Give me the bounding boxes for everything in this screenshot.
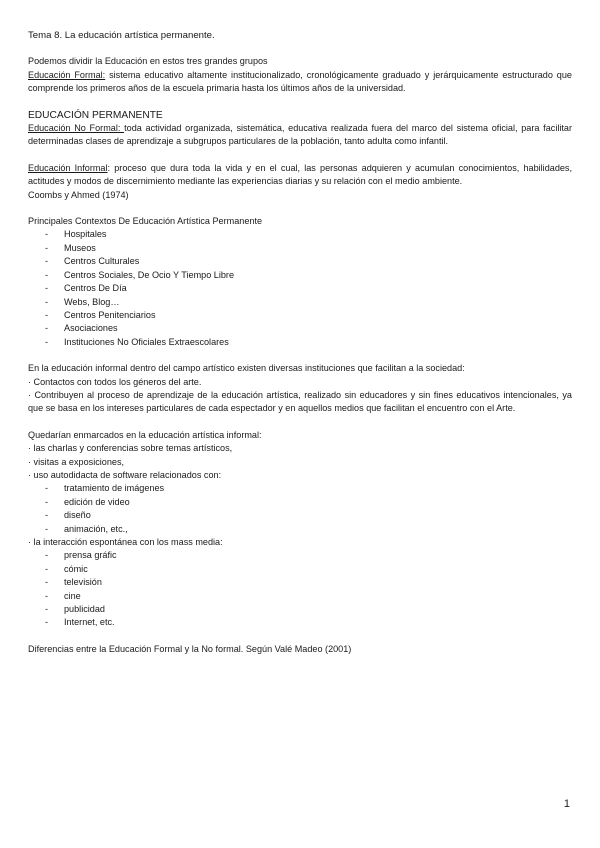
no-formal-text: toda actividad organizada, sistemática, educativa realizada fuera del marco del sistema oficial, para facilitar determinadas clases de aprendizaje a subgrupos particulares de la población, tanto adulta como infantil. [28, 123, 572, 147]
framed-intro: Quedarían enmarcados en la educación artística informal: [28, 429, 262, 440]
list-item: - televisión [45, 577, 102, 588]
formal-text: sistema educativo altamente institucionalizado, cronológicamente graduado y jerárquicamente estructurado que comprende los primeros años de la escuela primaria hasta los últimos años de la universidad. [28, 69, 572, 94]
informal-field-point: · Contribuyen al proceso de aprendizaje de la educación artística, realizado sin educadores y sin fines educativos intencionales, ya que se basa en los intereses particulares de cada espectador y en aquellos medios que facilitan el encuentro con el Arte. [28, 389, 572, 414]
list-item: - Hospitales [45, 229, 107, 240]
informal-text: : proceso que dura toda la vida y en el cual, las personas adquieren y acumulan conocimientos, habilidades, actitudes y modos de discernimiento mediante las experiencias diarias y su relación con el medio ambiente. [28, 162, 573, 187]
informal-field-point: · Contactos con todos los géneros del arte. [28, 376, 202, 387]
list-item: - prensa gráfic [45, 550, 117, 561]
no-formal-paragraph [28, 122, 572, 149]
list-item: - Asociaciones [45, 323, 118, 334]
list-item: - Instituciones No Oficiales Extraescolares [45, 336, 229, 347]
list-item: - Internet, etc. [45, 617, 115, 628]
framed-line: · uso autodidacta de software relacionados con: [28, 469, 222, 480]
page-title: Tema 8. La educación artística permanente. [28, 30, 215, 41]
list-item: - Centros Sociales, De Ocio Y Tiempo Libre [45, 269, 235, 280]
permanent-heading: EDUCACIÓN PERMANENTE [28, 109, 163, 121]
list-item: - Museos [45, 242, 96, 253]
formal-paragraph [28, 69, 572, 96]
list-item: - cine [45, 590, 81, 601]
media-list [28, 549, 572, 629]
informal-citation: Coombs y Ahmed (1974) [28, 189, 129, 200]
informal-label: Educación Informal [28, 162, 108, 173]
no-formal-label: Educación No Formal: [28, 123, 125, 134]
software-list [28, 482, 572, 536]
intro-paragraph: Podemos dividir la Educación en estos tres grandes grupos [28, 56, 268, 67]
list-item: - Centros De Día [45, 283, 127, 294]
list-item: - edición de video [45, 496, 130, 507]
list-item: - publicidad [45, 604, 105, 615]
page-number: 1 [563, 798, 570, 810]
page-content [28, 29, 572, 656]
list-item: - animación, etc., [45, 523, 128, 534]
differences-heading: Diferencias entre la Educación Formal y la No formal. Según Valé Madeo (2001) [28, 643, 352, 654]
framed-line: · las charlas y conferencias sobre temas artísticos, [28, 443, 233, 454]
framed-line: · visitas a exposiciones, [28, 456, 125, 467]
list-item: - tratamiento de imágenes [45, 483, 165, 494]
informal-field-intro: En la educación informal dentro del campo artístico existen diversas instituciones que facilitan a la sociedad: [28, 363, 465, 374]
informal-paragraph [28, 162, 572, 189]
contexts-list [28, 228, 572, 349]
list-item: - diseño [45, 510, 91, 521]
formal-label: Educación Formal: [28, 69, 106, 80]
contexts-heading: Principales Contextos De Educación Artística Permanente [28, 216, 263, 227]
list-item: - Centros Culturales [45, 256, 140, 267]
list-item: - Webs, Blog… [45, 296, 120, 307]
framed-line: · la interacción espontánea con los mass media: [28, 537, 223, 547]
list-item: - cómic [45, 563, 88, 574]
list-item: - Centros Penitenciarios [45, 309, 156, 320]
